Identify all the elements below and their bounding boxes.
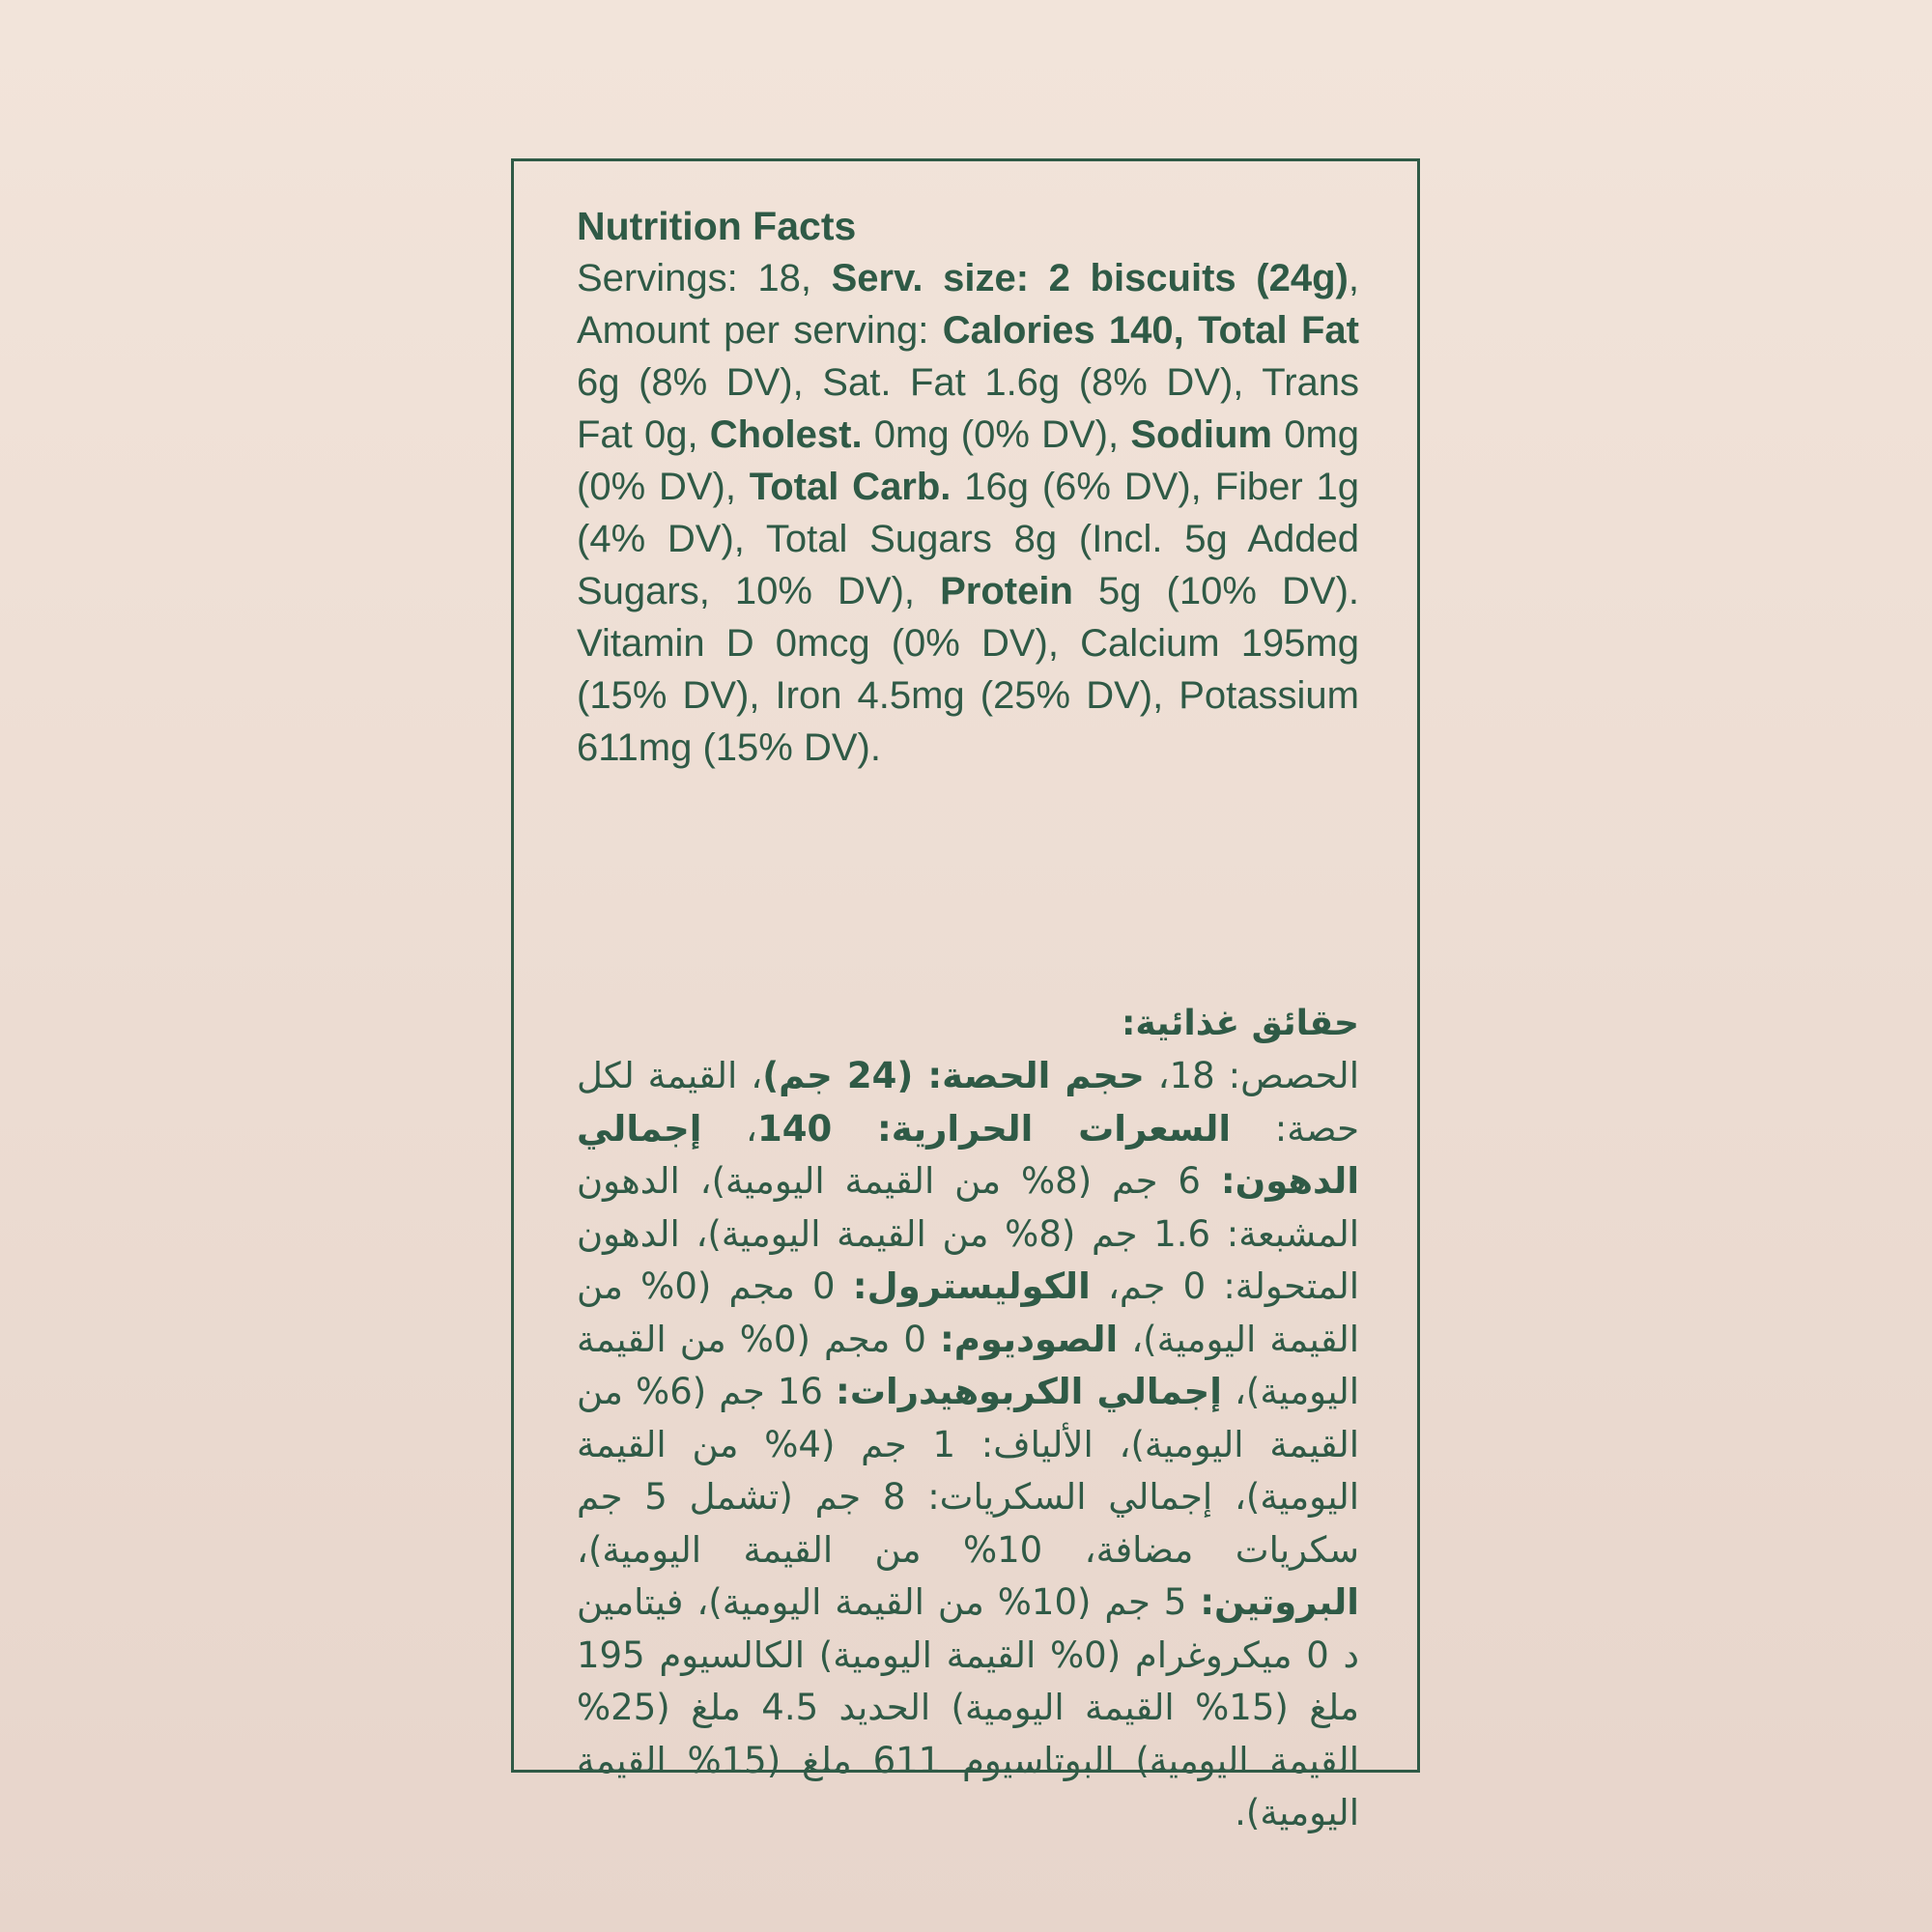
fat-values-text: 6g (8% DV), Sat. Fat 1.6g (8% DV), Trans Fat 0g, — [577, 361, 1359, 456]
ar-fat-values-text: 6 جم (8% من القيمة اليومية)، الدهون المشبعة: 1.6 جم (8% من القيمة اليومية)، الدهون المتحولة: 0 جم، — [577, 1160, 1360, 1307]
english-body — [577, 252, 1359, 774]
ar-separator: ، — [701, 1107, 757, 1150]
ar-cholesterol-label: الكوليسترول: — [852, 1265, 1091, 1307]
ar-total-fat-label: إجمالي الدهون: — [577, 1107, 1360, 1202]
arabic-title: حقائق غذائية: — [1121, 1004, 1359, 1043]
ar-sodium-label: الصوديوم: — [939, 1318, 1119, 1360]
ar-servings-text: الحصص: 18، — [1144, 1055, 1359, 1096]
ar-protein-label: البروتين: — [1200, 1581, 1359, 1623]
carb-values-text: 16g (6% DV), Fiber 1g (4% DV), Total Sugars 8g (Incl. 5g Added Sugars, 10% DV), — [577, 466, 1360, 612]
sodium-value: 0mg (0% DV), — [577, 413, 1360, 508]
ar-carb-values-text: 16 جم (6% من القيمة اليومية)، الألياف: 1 جم (4% من القيمة اليومية)، إجمالي السكريات: 8 جم (تشمل 5 جم سكريات مضافة، 10% من القيمة اليومية)، — [577, 1371, 1360, 1571]
ar-cholesterol-value: 0 مجم (0% من القيمة اليومية)، — [577, 1265, 1359, 1360]
arabic-section — [577, 998, 1359, 1840]
arabic-body — [577, 1050, 1359, 1840]
total-carb-label: Total Carb. — [749, 466, 952, 508]
cholesterol-label: Cholest. — [709, 413, 863, 456]
amount-per-serving-text: , Amount per serving: — [577, 257, 1359, 352]
servings-text: Servings: 18, — [577, 257, 832, 299]
ar-sodium-value: 0 مجم (0% من القيمة اليومية)، — [577, 1318, 1359, 1412]
ar-serving-size-text: حجم الحصة: (24 جم) — [762, 1055, 1145, 1096]
serving-size-text: Serv. size: 2 biscuits (24g) — [831, 257, 1349, 299]
sodium-label: Sodium — [1130, 413, 1272, 456]
english-title: Nutrition Facts — [577, 204, 857, 248]
protein-label: Protein — [940, 570, 1073, 612]
cholesterol-value: 0mg (0% DV), — [862, 413, 1131, 456]
ar-protein-vitamins-text: 5 جم (10% من القيمة اليومية)، فيتامين د 0 ميكروغرام (0% القيمة اليومية) الكالسيوم 195 ملغ (15% القيمة اليومية) الحديد 4.5 ملغ (25% القيمة اليومية) البوتاسيوم 611 ملغ (15% القيمة اليومية). — [577, 1581, 1360, 1833]
ar-amount-per-serving-text: ، القيمة لكل حصة: — [577, 1055, 1359, 1150]
protein-vitamins-text: 5g (10% DV). Vitamin D 0mcg (0% DV), Calcium 195mg (15% DV), Iron 4.5mg (25% DV), Potassium 611mg (15% DV). — [577, 570, 1360, 769]
ar-calories-text: السعرات الحرارية: 140 — [756, 1107, 1232, 1150]
english-section — [577, 200, 1359, 774]
calories-total-fat-text: Calories 140, Total Fat — [942, 309, 1359, 352]
nutrition-label-box — [511, 158, 1420, 1833]
ar-total-carb-label: إجمالي الكربوهيدرات: — [836, 1371, 1222, 1412]
